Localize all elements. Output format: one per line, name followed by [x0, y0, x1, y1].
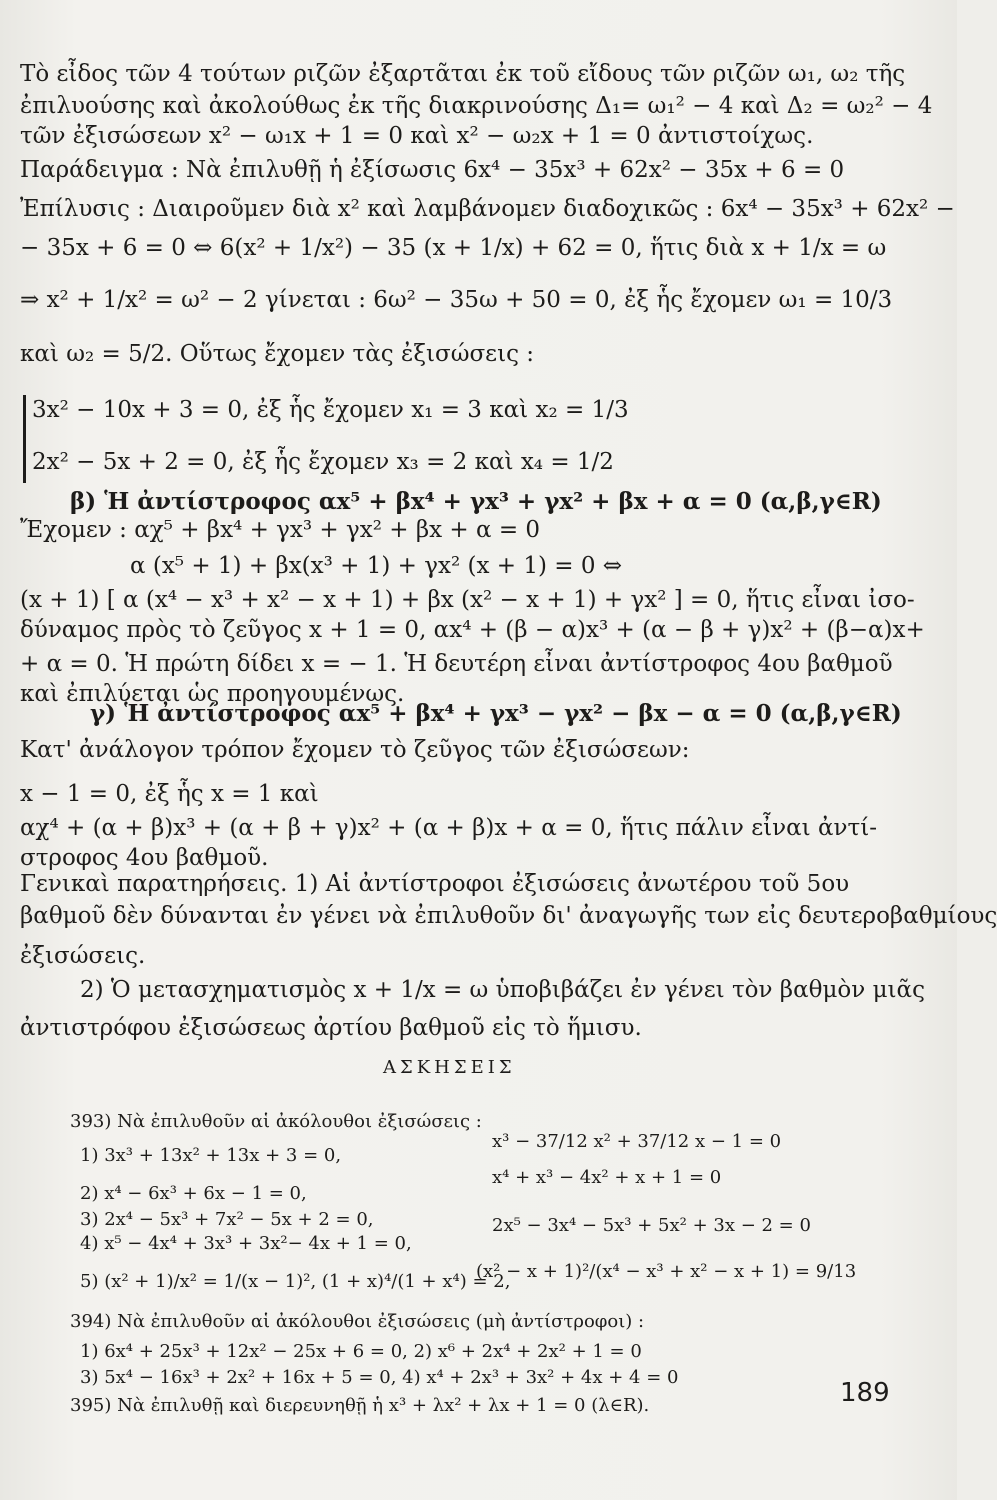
text-line: Τὸ εἶδος τῶν 4 τούτων ριζῶν ἐξαρτᾶται ἐκ τοῦ εἴδους τῶν ριζῶν ω₁, ω₂ τῆς: [20, 61, 906, 87]
exercise-intro: 393) Νὰ ἐπιλυθοῦν αἱ ἀκόλουθοι ἐξισώσεις :: [70, 1111, 482, 1132]
exercises-heading: ΑΣΚΗΣΕΙΣ: [383, 1057, 516, 1078]
exercise-item: x⁴ + x³ − 4x² + x + 1 = 0: [492, 1167, 722, 1188]
text-line: ⇒ x² + 1/x² = ω² − 2 γίνεται : 6ω² − 35ω + 50 = 0, ἐξ ἧς ἔχομεν ω₁ = 10/3: [20, 287, 893, 313]
exercise-item: (x² − x + 1)²/(x⁴ − x³ + x² − x + 1) = 9/13: [476, 1261, 857, 1282]
exercise-item: 1) 6x⁴ + 25x³ + 12x² − 25x + 6 = 0, 2) x⁶ + 2x⁴ + 2x² + 1 = 0: [80, 1341, 642, 1362]
exercise-item: 4) x⁵ − 4x⁴ + 3x³ + 3x²− 4x + 1 = 0,: [80, 1233, 412, 1254]
system-brace: [23, 395, 26, 483]
text-line: βαθμοῦ δὲν δύνανται ἐν γένει νὰ ἐπιλυθοῦν δι' ἀναγωγῆς των εἰς δευτεροβαθμίους: [20, 903, 997, 929]
text-line: τῶν ἐξισώσεων x² − ω₁x + 1 = 0 καὶ x² − ω₂x + 1 = 0 ἀντιστοίχως.: [20, 123, 814, 149]
text-line: α (x⁵ + 1) + βx(x³ + 1) + γx² (x + 1) = 0 ⇔: [130, 553, 623, 579]
exercise-item: 2x⁵ − 3x⁴ − 5x³ + 5x² + 3x − 2 = 0: [492, 1215, 811, 1236]
text-line: Κατ' ἀνάλογον τρόπον ἔχομεν τὸ ζεῦγος τῶν ἐξισώσεων:: [20, 737, 690, 763]
exercise-item: 395) Νὰ ἐπιλυθῇ καὶ διερευνηθῇ ἡ x³ + λx² + λx + 1 = 0 (λ∈R).: [70, 1395, 650, 1416]
equation-line: 3x² − 10x + 3 = 0, ἐξ ἧς ἔχομεν x₁ = 3 καὶ x₂ = 1/3: [32, 397, 629, 423]
text-line: ἐξισώσεις.: [20, 943, 146, 969]
text-line: καὶ ω₂ = 5/2. Οὕτως ἔχομεν τὰς ἐξισώσεις :: [20, 341, 535, 367]
text-line: + α = 0. Ἡ πρώτη δίδει x = − 1. Ἡ δευτέρη εἶναι ἀντίστροφος 4ου βαθμοῦ: [20, 651, 893, 677]
solution-line: Ἐπίλυσις : Διαιροῦμεν διὰ x² καὶ λαμβάνομεν διαδοχικῶς : 6x⁴ − 35x³ + 62x² −: [20, 196, 955, 222]
text-line: (x + 1) [ α (x⁴ − x³ + x² − x + 1) + βx (x² − x + 1) + γx² ] = 0, ἥτις εἶναι ἰσο-: [20, 587, 915, 613]
exercise-item: 3) 2x⁴ − 5x³ + 7x² − 5x + 2 = 0,: [80, 1209, 374, 1230]
subsection-heading: β) Ἡ ἀντίστροφος αx⁵ + βx⁴ + γx³ + γx² + βx + α = 0 (α,β,γ∈R): [70, 488, 882, 515]
text-line: στροφος 4ου βαθμοῦ.: [20, 845, 269, 871]
text-line: Ἔχομεν : αχ⁵ + βx⁴ + γx³ + γx² + βx + α = 0: [20, 517, 541, 543]
exercise-item: x³ − 37/12 x² + 37/12 x − 1 = 0: [492, 1131, 782, 1152]
exercise-item: 2) x⁴ − 6x³ + 6x − 1 = 0,: [80, 1183, 307, 1204]
text-line: δύναμος πρὸς τὸ ζεῦγος x + 1 = 0, αx⁴ + (β − α)x³ + (α − β + γ)x² + (β−α)x+: [20, 617, 925, 643]
example-line: Παράδειγμα : Νὰ ἐπιλυθῇ ἡ ἐξίσωσις 6x⁴ − 35x³ + 62x² − 35x + 6 = 0: [20, 157, 845, 183]
exercise-item: 5) (x² + 1)/x² = 1/(x − 1)², (1 + x)⁴/(1 + x⁴) = 2,: [80, 1271, 511, 1292]
exercise-intro: 394) Νὰ ἐπιλυθοῦν αἱ ἀκόλουθοι ἐξισώσεις (μὴ ἀντίστροφοι) :: [70, 1311, 645, 1332]
exercise-item: 3) 5x⁴ − 16x³ + 2x² + 16x + 5 = 0, 4) x⁴ + 2x³ + 3x² + 4x + 4 = 0: [80, 1367, 679, 1388]
page-number: 189: [840, 1378, 890, 1408]
text-line: ἀντιστρόφου ἐξισώσεως ἀρτίου βαθμοῦ εἰς τὸ ἥμισυ.: [20, 1015, 642, 1041]
equation-line: 2x² − 5x + 2 = 0, ἐξ ἧς ἔχομεν x₃ = 2 καὶ x₄ = 1/2: [32, 449, 614, 475]
subsection-heading: γ) Ἡ ἀντίστροφος αx⁵ + βx⁴ + γx³ − γx² − βx − α = 0 (α,β,γ∈R): [90, 700, 902, 727]
text-line: καὶ ἐπιλύεται ὡς προηγουμένως.: [20, 681, 405, 707]
text-line: − 35x + 6 = 0 ⇔ 6(x² + 1/x²) − 35 (x + 1/x) + 62 = 0, ἥτις διὰ x + 1/x = ω: [20, 235, 887, 261]
text-line: x − 1 = 0, ἐξ ἧς x = 1 καὶ: [20, 781, 319, 807]
general-remarks-line: Γενικαὶ παρατηρήσεις. 1) Αἱ ἀντίστροφοι ἐξισώσεις ἀνωτέρου τοῦ 5ου: [20, 871, 850, 897]
text-line: ἐπιλυούσης καὶ ἀκολούθως ἐκ τῆς διακρινούσης Δ₁= ω₁² − 4 καὶ Δ₂ = ω₂² − 4: [20, 93, 933, 119]
exercise-item: 1) 3x³ + 13x² + 13x + 3 = 0,: [80, 1145, 342, 1166]
text-line: 2) Ὁ μετασχηματισμὸς x + 1/x = ω ὑποβιβάζει ἐν γένει τὸν βαθμὸν μιᾶς: [80, 977, 925, 1003]
text-line: αχ⁴ + (α + β)x³ + (α + β + γ)x² + (α + β)x + α = 0, ἥτις πάλιν εἶναι ἀντί-: [20, 815, 877, 841]
